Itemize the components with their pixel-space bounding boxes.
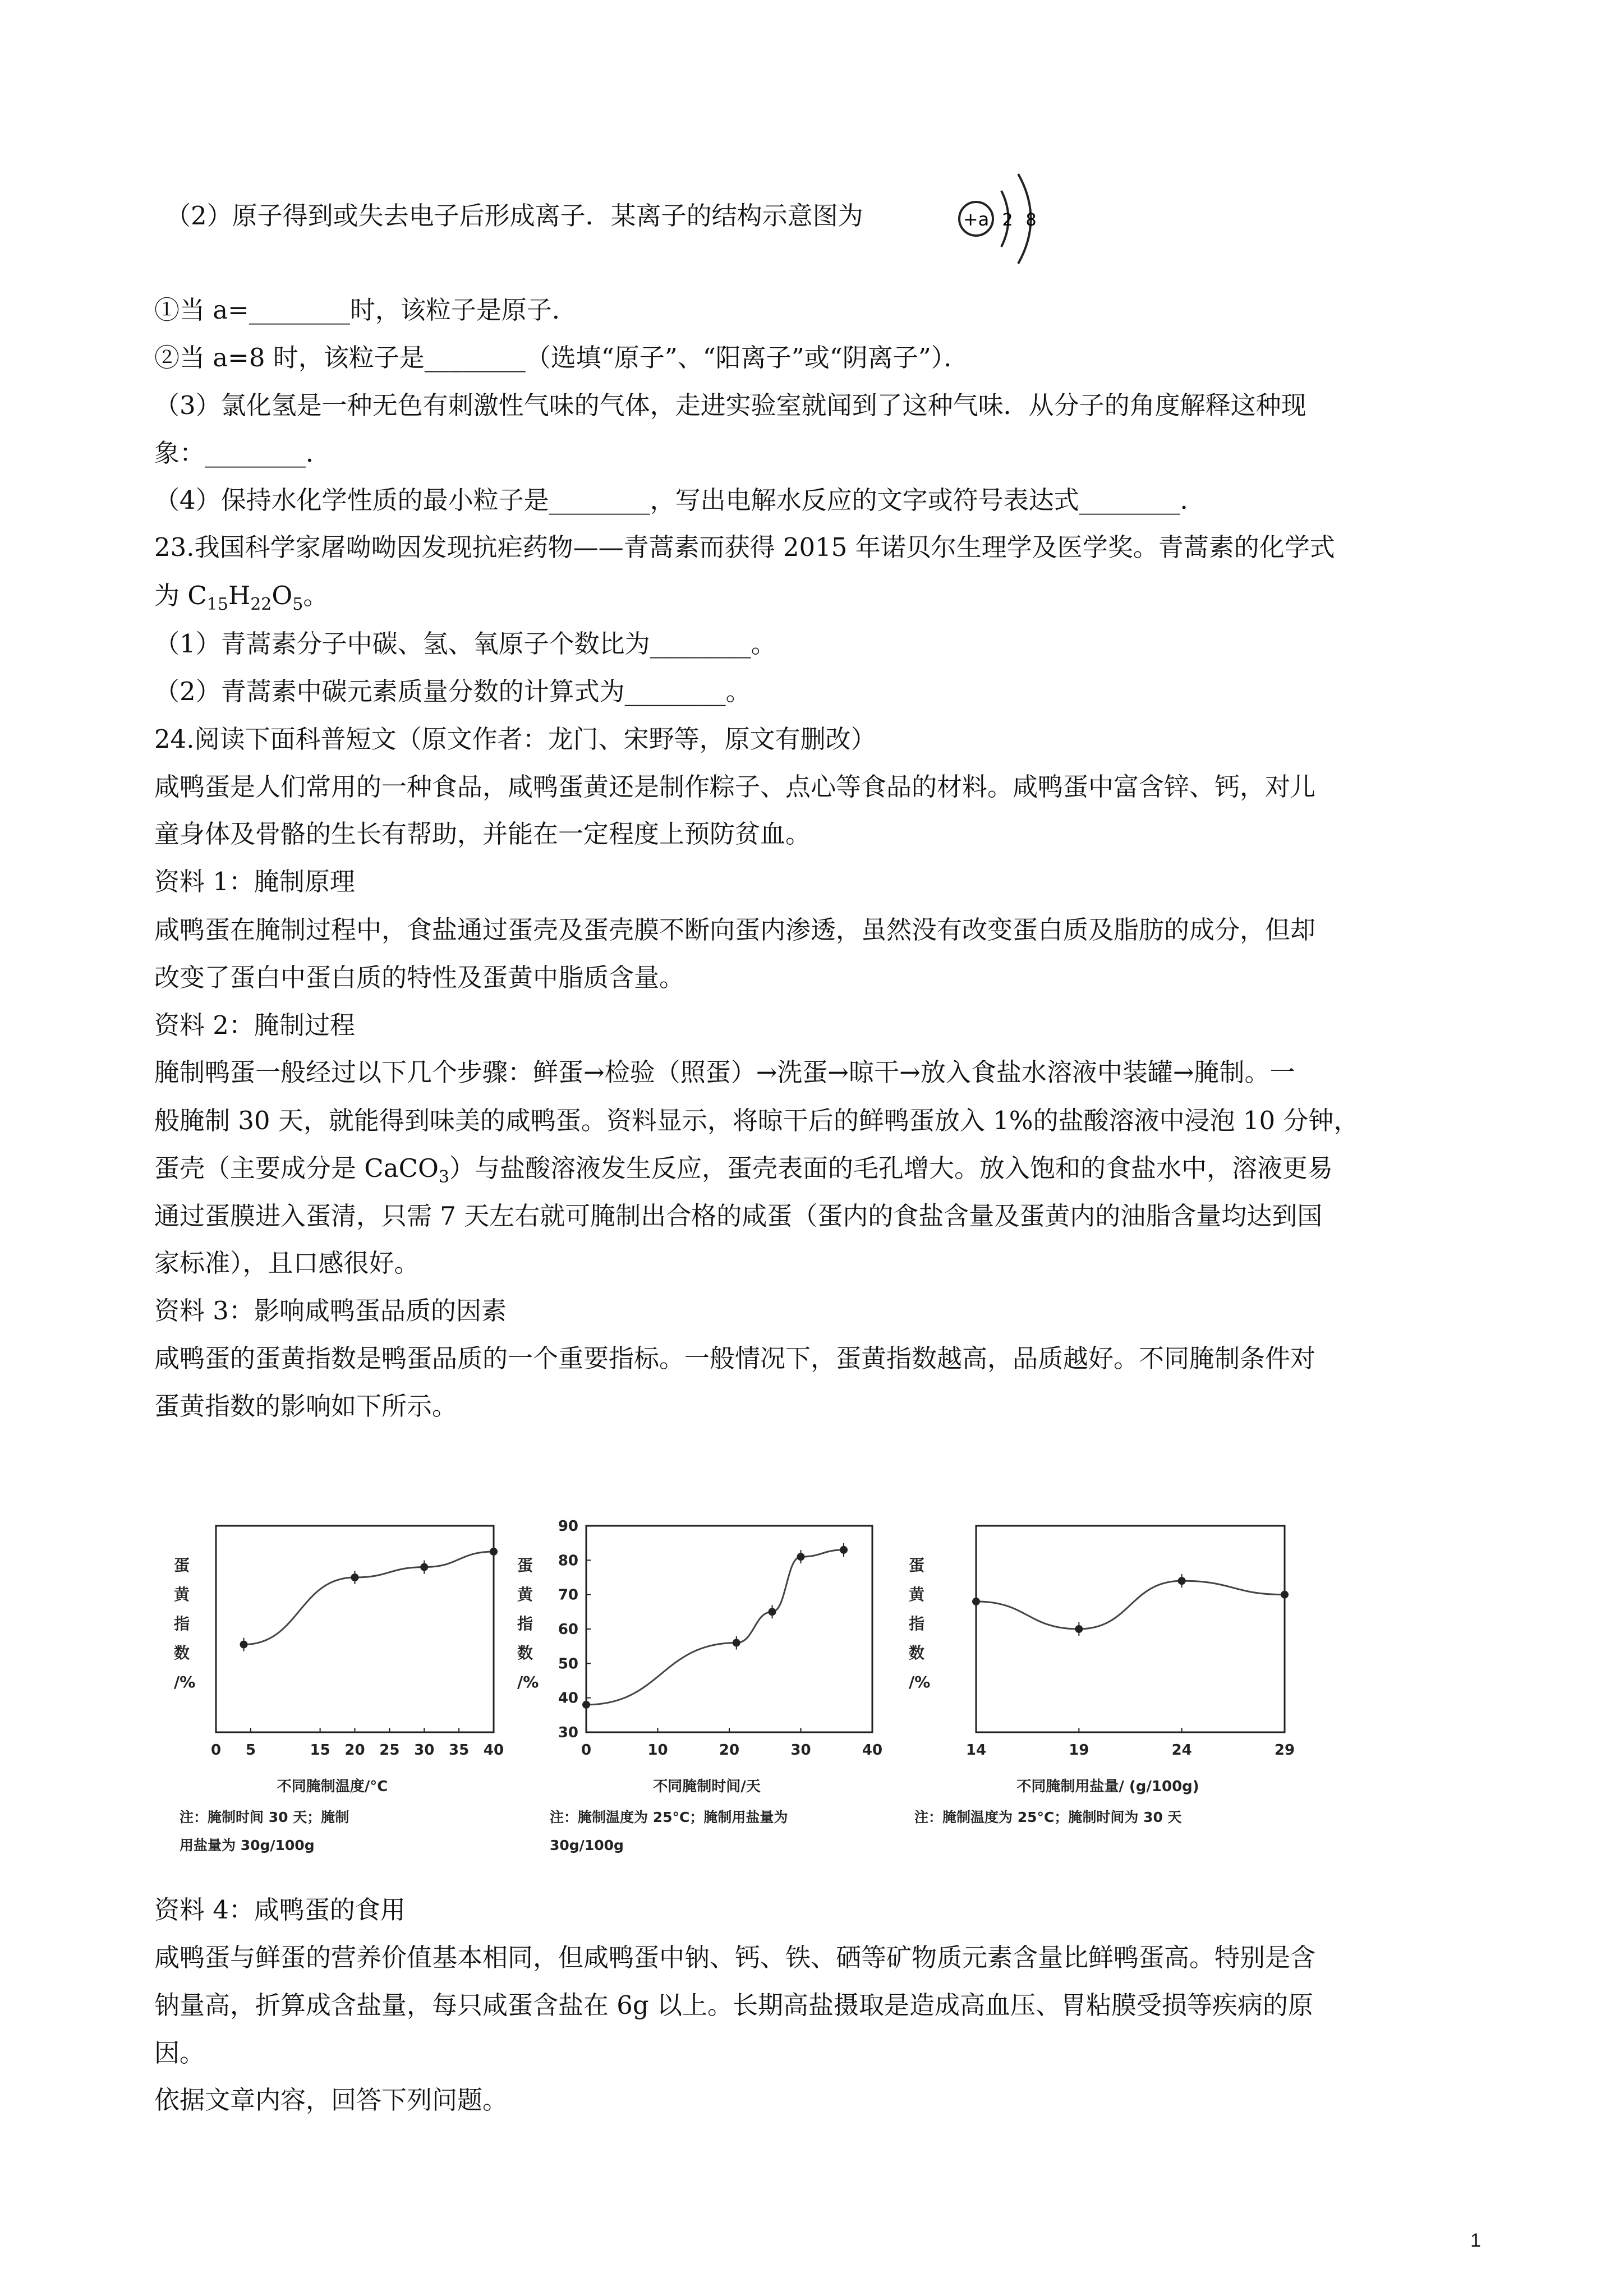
x-axis-label: 不同腌制温度/°C — [277, 1778, 388, 1795]
y-axis-label-char: 黄 — [174, 1585, 190, 1604]
y-axis-label-char: /% — [909, 1673, 931, 1691]
y-axis-label-char: 数 — [174, 1644, 190, 1662]
text-line: 钠量高，折算成含盐量，每只咸蛋含盐在 6g 以上。长期高盐摄取是造成高血压、胃粘膜受损等疾病的原 — [154, 1990, 1314, 2020]
y-tick-label: 30 — [558, 1724, 578, 1741]
x-tick-label: 15 — [310, 1742, 330, 1759]
text-line: 咸鸭蛋是人们常用的一种食品，咸鸭蛋黄还是制作粽子、点心等食品的材料。咸鸭蛋中富含锌、钙，对儿 — [154, 772, 1316, 802]
shell-1-count: 2 — [1002, 210, 1013, 230]
text-line: 依据文章内容，回答下列问题。 — [154, 2085, 508, 2115]
plot-frame — [976, 1526, 1285, 1732]
x-tick-label: 30 — [790, 1742, 811, 1759]
text-line: 资料 1：腌制原理 — [154, 867, 355, 896]
x-tick-label: 5 — [245, 1742, 256, 1759]
chart-note: 注：腌制温度为 25°C；腌制时间为 30 天 — [914, 1809, 1182, 1825]
text-line: ①当 a=________时，该粒子是原子． — [154, 295, 577, 325]
y-axis-label-char: 蛋 — [174, 1556, 190, 1575]
x-axis-label: 不同腌制用盐量/ (g/100g) — [1016, 1778, 1199, 1795]
x-tick-label: 35 — [449, 1742, 470, 1759]
x-tick-label: 29 — [1274, 1742, 1295, 1759]
y-axis-label-char: 指 — [517, 1614, 533, 1633]
chart-time — [505, 1515, 909, 1874]
chart-note: 用盐量为 30g/100g — [180, 1837, 315, 1853]
x-tick-label: 20 — [719, 1742, 740, 1759]
text-line: （2）青蒿素中碳元素质量分数的计算式为________。 — [154, 677, 751, 706]
y-axis-label-char: 数 — [909, 1644, 925, 1662]
chart-note: 30g/100g — [550, 1837, 624, 1853]
formula-line: 为 $C_{15}H_{22}O_5$。 — [154, 581, 329, 614]
text-line: （4）保持水化学性质的最小粒子是________，写出电解水反应的文字或符号表达式________． — [154, 485, 1206, 515]
text-line: 因。 — [154, 2038, 205, 2068]
text-line: ②当 a=8 时，该粒子是________（选填“原子”、“阳离子”或“阴离子”）． — [154, 343, 969, 372]
y-axis-label-char: 黄 — [517, 1585, 533, 1604]
x-tick-label: 10 — [647, 1742, 668, 1759]
chart-salt — [892, 1515, 1335, 1874]
chart-note: 注：腌制时间 30 天；腌制 — [180, 1809, 349, 1825]
text-line: 咸鸭蛋与鲜蛋的营养价值基本相同，但咸鸭蛋中钠、钙、铁、硒等矿物质元素含量比鲜鸭蛋高。特别是含 — [154, 1943, 1316, 1972]
x-axis-label: 不同腌制时间/天 — [653, 1778, 761, 1795]
y-tick-label: 40 — [558, 1690, 578, 1707]
x-tick-label: 25 — [379, 1742, 400, 1759]
text-line: 腌制鸭蛋一般经过以下几个步骤：鲜蛋→检验（照蛋）→洗蛋→晾干→放入食盐水溶液中装罐→腌制。一 — [154, 1057, 1295, 1087]
formula-line: 蛋壳（主要成分是 CaCO$_3$）与盐酸溶液发生反应，蛋壳表面的毛孔增大。放入饱和的食盐水中，溶液更易 — [154, 1153, 1333, 1187]
text-line: 般腌制 30 天，就能得到味美的咸鸭蛋。资料显示，将晾干后的鲜鸭蛋放入 1%的盐酸溶液中浸泡 10 分钟， — [154, 1106, 1359, 1135]
y-tick-label: 70 — [558, 1586, 578, 1604]
series-line — [244, 1552, 494, 1645]
plot-frame — [216, 1526, 494, 1732]
text-line: 象：________． — [154, 438, 332, 468]
text-line: 咸鸭蛋在腌制过程中，食盐通过蛋壳及蛋壳膜不断向蛋内渗透，虽然没有改变蛋白质及脂肪的成分，但却 — [154, 915, 1316, 945]
y-axis-label-char: 黄 — [909, 1585, 925, 1604]
text-line: 咸鸭蛋的蛋黄指数是鸭蛋品质的一个重要指标。一般情况下，蛋黄指数越高，品质越好。不同腌制条件对 — [154, 1343, 1316, 1373]
plot-frame — [586, 1526, 872, 1732]
nucleus-charge: +a — [963, 209, 990, 230]
y-axis-label-char: /% — [174, 1673, 196, 1691]
y-axis-label-char: /% — [517, 1673, 539, 1691]
y-tick-label: 90 — [558, 1518, 578, 1535]
text-line: （1）青蒿素分子中碳、氢、氧原子个数比为________。 — [154, 629, 776, 659]
chart-note: 注：腌制温度为 25°C；腌制用盐量为 — [550, 1809, 788, 1825]
text-line: 通过蛋膜进入蛋清，只需 7 天左右就可腌制出合格的咸蛋（蛋内的食盐含量及蛋黄内的油脂含量均达到国 — [154, 1201, 1323, 1231]
x-tick-label: 20 — [344, 1742, 365, 1759]
page-number: 1 — [1470, 2230, 1481, 2251]
text-line: 改变了蛋白中蛋白质的特性及蛋黄中脂质含量。 — [154, 963, 685, 992]
text-line: 24.阅读下面科普短文（原文作者：龙门、宋野等，原文有删改） — [154, 724, 876, 754]
x-tick-label: 24 — [1171, 1742, 1192, 1759]
text-line: 家标准），且口感很好。 — [154, 1248, 420, 1278]
y-axis-label-char: 蛋 — [909, 1556, 925, 1575]
x-tick-label: 40 — [862, 1742, 883, 1759]
x-tick-label: 30 — [414, 1742, 435, 1759]
text-line: （2）原子得到或失去电子后形成离子．某离子的结构示意图为 — [165, 201, 863, 231]
y-axis-label-char: 蛋 — [517, 1556, 533, 1575]
x-tick-label: 0 — [210, 1742, 222, 1759]
y-axis-label-char: 指 — [174, 1614, 190, 1633]
text-line: 资料 2：腌制过程 — [154, 1010, 355, 1040]
text-line: 资料 4：咸鸭蛋的食用 — [154, 1895, 406, 1925]
shell-2-count: 8 — [1025, 210, 1037, 230]
x-tick-label: 40 — [483, 1742, 504, 1759]
y-axis-label-char: 指 — [909, 1614, 925, 1633]
y-tick-label: 80 — [558, 1552, 578, 1570]
x-tick-label: 19 — [1069, 1742, 1089, 1759]
text-line: 23.我国科学家屠呦呦因发现抗疟药物——青蒿素而获得 2015 年诺贝尔生理学及医学奖。青蒿素的化学式 — [154, 532, 1335, 562]
text-line: 资料 3：影响咸鸭蛋品质的因素 — [154, 1296, 507, 1326]
y-tick-label: 60 — [558, 1621, 578, 1638]
text-line: （3）氯化氢是一种无色有刺激性气味的气体，走进实验室就闻到了这种气味．从分子的角度解释这种现 — [154, 390, 1306, 420]
y-tick-label: 50 — [558, 1655, 578, 1673]
chart-temperature — [151, 1515, 533, 1874]
y-axis-label-char: 数 — [517, 1644, 533, 1662]
ion-structure-diagram — [954, 157, 1055, 280]
x-tick-label: 0 — [581, 1742, 592, 1759]
series-line — [976, 1581, 1285, 1629]
x-tick-label: 14 — [965, 1742, 987, 1759]
series-line — [586, 1550, 844, 1705]
text-line: 童身体及骨骼的生长有帮助，并能在一定程度上预防贫血。 — [154, 819, 811, 849]
text-line: 蛋黄指数的影响如下所示。 — [154, 1391, 458, 1421]
